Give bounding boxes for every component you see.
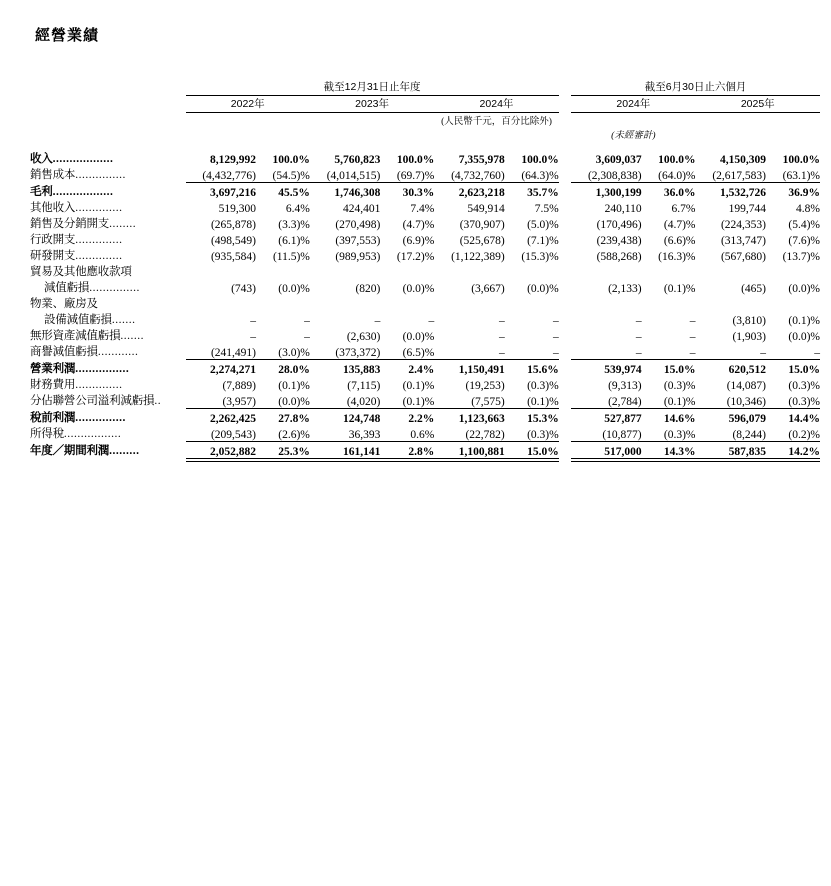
empty-cell: [559, 183, 571, 199]
row-value: (7.6)%: [788, 235, 820, 247]
row-value: (2.6)%: [278, 429, 310, 441]
row-value: (265,878): [210, 219, 256, 231]
row-value: (69.7)%: [396, 170, 435, 182]
row-label: 銷售及分銷開支........: [30, 218, 137, 230]
row-value: 517,000: [604, 446, 642, 458]
row-value: (4.7)%: [663, 219, 696, 231]
table-year-header-row: [30, 96, 820, 111]
row-value: –: [428, 315, 435, 327]
row-value: 1,300,199: [595, 187, 642, 199]
row-value: 100.0%: [658, 154, 696, 166]
row-value: (10,877): [602, 429, 642, 441]
row-value: (209,543): [210, 429, 256, 441]
row-value: 4,150,309: [720, 154, 766, 166]
row-value: (465): [741, 283, 766, 295]
row-value: (588,268): [596, 251, 642, 263]
row-value: (935,584): [210, 251, 256, 263]
empty-cell: [559, 392, 571, 408]
row-value: 2.2%: [408, 413, 435, 425]
empty-cell: [559, 458, 571, 462]
row-value: (0.3)%: [527, 429, 559, 441]
row-value: (6.9)%: [402, 235, 435, 247]
row-value: 519,300: [218, 203, 256, 215]
table-row: [30, 392, 820, 408]
row-value: 1,532,726: [720, 187, 766, 199]
row-value: (16.3)%: [658, 251, 696, 263]
row-value: 6.4%: [285, 203, 310, 215]
table-row: [30, 279, 820, 295]
financial-results-table: [30, 79, 820, 462]
table-row: [30, 183, 820, 199]
row-label: 商譽減值虧損............: [30, 346, 139, 358]
table-row: [30, 442, 820, 458]
empty-cell: [559, 150, 571, 166]
page-title: 經營業績: [35, 27, 100, 44]
double-rule: [696, 458, 820, 462]
empty-cell: [559, 409, 571, 425]
row-value: (3,810): [732, 315, 766, 327]
row-label: 設備減值虧損.......: [44, 314, 136, 326]
row-value: 15.0%: [788, 364, 820, 376]
row-value: –: [689, 347, 696, 359]
double-rule: [310, 458, 434, 462]
row-value: 15.6%: [527, 364, 559, 376]
row-value: 2,262,425: [209, 413, 256, 425]
audit-note-row: [30, 127, 820, 141]
empty-cell: [559, 343, 571, 359]
row-value: (0.1)%: [278, 380, 310, 392]
row-label: 研發開支..............: [30, 250, 123, 262]
row-value: 28.0%: [278, 364, 310, 376]
row-value: (567,680): [720, 251, 766, 263]
row-label: 毛利..................: [30, 186, 114, 198]
year-header-2024-interim: 2024年: [616, 98, 651, 110]
row-value: 549,914: [467, 203, 505, 215]
year-header-2025-interim: 2025年: [740, 98, 775, 110]
table-group-header-row: [30, 79, 820, 94]
row-value: 27.8%: [278, 413, 310, 425]
row-value: (7,115): [347, 380, 381, 392]
row-value: (64.0)%: [658, 170, 696, 182]
row-value: (224,353): [720, 219, 766, 231]
year-header-2023: 2023年: [355, 98, 390, 110]
row-value: 45.5%: [278, 187, 310, 199]
row-value: 135,883: [343, 364, 381, 376]
row-label: 銷售成本...............: [30, 169, 126, 181]
row-value: 1,150,491: [458, 364, 505, 376]
row-value: –: [814, 347, 820, 359]
row-value: (313,747): [720, 235, 766, 247]
row-value: 587,835: [728, 446, 766, 458]
row-label: 財務費用..............: [30, 379, 123, 391]
row-value: (373,372): [335, 347, 381, 359]
row-value: (7,889): [222, 380, 256, 392]
row-value: (2,133): [608, 283, 642, 295]
row-value: (4,020): [346, 396, 381, 408]
row-value: (2,617,583): [712, 170, 766, 182]
currency-unit-note: (人民幣千元，百分比除外): [441, 117, 552, 127]
row-value: (0.3)%: [527, 380, 559, 392]
table-row: [30, 311, 820, 327]
row-value: 100.0%: [272, 154, 310, 166]
row-value: 240,110: [604, 203, 642, 215]
empty-cell: [559, 166, 571, 182]
row-label: 收入..................: [30, 153, 114, 165]
row-value: –: [760, 347, 766, 359]
row-value: (239,438): [596, 235, 642, 247]
row-value: (498,549): [210, 235, 256, 247]
row-value: 36.9%: [788, 187, 820, 199]
row-value: (1,122,389): [451, 251, 505, 263]
row-value: 14.4%: [788, 413, 820, 425]
row-value: (0.3)%: [788, 396, 820, 408]
row-value: 2,274,271: [209, 364, 256, 376]
row-value: (10,346): [726, 396, 766, 408]
row-value: 2,052,882: [209, 446, 256, 458]
row-value: 2,623,218: [458, 187, 505, 199]
row-value: 596,079: [728, 413, 766, 425]
empty-cell: [559, 113, 820, 127]
table-row: [30, 327, 820, 343]
row-value: 36,393: [348, 429, 381, 441]
row-label: 其他收入..............: [30, 202, 123, 214]
empty-cell: [30, 79, 186, 94]
row-value: 15.0%: [663, 364, 696, 376]
row-value: (397,553): [335, 235, 381, 247]
table-row: [30, 215, 820, 231]
empty-cell: [559, 442, 571, 458]
row-value: (7.1)%: [527, 235, 559, 247]
row-value: (2,784): [608, 396, 642, 408]
empty-cell: [30, 96, 186, 111]
row-value: (13.7)%: [782, 251, 820, 263]
empty-cell: [559, 376, 571, 392]
empty-cell: [30, 113, 434, 127]
row-value: 14.3%: [663, 446, 696, 458]
row-value: (7,575): [471, 396, 505, 408]
row-value: (0.0)%: [402, 283, 435, 295]
row-value: –: [635, 315, 642, 327]
double-rule: [186, 458, 310, 462]
row-label: 年度／期間利潤.........: [30, 445, 140, 457]
table-row: [30, 166, 820, 182]
row-label: 無形資產減值虧損.......: [30, 330, 145, 342]
row-value: (525,678): [459, 235, 505, 247]
table-row: [30, 425, 820, 441]
row-value: (3,957): [222, 396, 256, 408]
row-value: (2,630): [346, 331, 381, 343]
row-label: 物業、廠房及: [30, 298, 98, 310]
row-value: (820): [355, 283, 381, 295]
row-value: 8,129,992: [209, 154, 256, 166]
row-value: (0.0)%: [402, 331, 435, 343]
row-value: 6.7%: [671, 203, 696, 215]
row-value: (0.0)%: [527, 283, 559, 295]
row-value: 2.4%: [408, 364, 435, 376]
row-value: 527,877: [604, 413, 642, 425]
row-value: 1,746,308: [334, 187, 381, 199]
row-label: 分佔聯營公司溢利減虧損..: [30, 395, 162, 407]
row-value: (19,253): [465, 380, 505, 392]
row-value: 7.5%: [534, 203, 559, 215]
row-value: (743): [231, 283, 256, 295]
row-value: (270,498): [335, 219, 381, 231]
row-value: (0.1)%: [402, 396, 435, 408]
empty-cell: [186, 263, 821, 279]
empty-cell: [559, 360, 571, 376]
row-value: 199,744: [728, 203, 766, 215]
row-value: (4.7)%: [402, 219, 435, 231]
empty-cell: [559, 247, 571, 263]
empty-cell: [559, 215, 571, 231]
empty-cell: [559, 96, 571, 111]
row-value: –: [689, 315, 696, 327]
row-value: 424,401: [343, 203, 381, 215]
row-value: 4.8%: [796, 203, 820, 215]
row-value: (0.1)%: [402, 380, 435, 392]
row-value: 539,974: [604, 364, 642, 376]
empty-cell: [559, 79, 571, 94]
row-value: (63.1)%: [782, 170, 820, 182]
row-value: (4,432,776): [202, 170, 256, 182]
table-row: [30, 409, 820, 425]
row-value: (0.1)%: [663, 396, 696, 408]
row-value: 7,355,978: [458, 154, 505, 166]
row-value: (0.0)%: [278, 396, 310, 408]
table-row: [30, 263, 820, 279]
row-value: 36.0%: [663, 187, 696, 199]
row-value: –: [499, 331, 505, 343]
year-header-2022: 2022年: [230, 98, 265, 110]
row-value: (3,667): [471, 283, 505, 295]
row-value: –: [552, 347, 559, 359]
row-value: (241,491): [210, 347, 256, 359]
row-value: 7.4%: [410, 203, 435, 215]
row-value: –: [499, 315, 505, 327]
row-value: –: [304, 331, 310, 343]
row-value: (64.3)%: [521, 170, 559, 182]
row-value: –: [635, 347, 642, 359]
table-row: [30, 343, 820, 359]
row-value: 30.3%: [402, 187, 435, 199]
row-value: (1,903): [732, 331, 766, 343]
row-value: (6.5)%: [402, 347, 435, 359]
row-value: (989,953): [335, 251, 381, 263]
empty-cell: [559, 425, 571, 441]
empty-cell: [30, 127, 571, 141]
row-value: (370,907): [459, 219, 505, 231]
row-value: (0.0)%: [278, 283, 310, 295]
table-row: [30, 199, 820, 215]
row-value: (9,313): [608, 380, 642, 392]
row-value: (8,244): [732, 429, 766, 441]
row-value: 35.7%: [527, 187, 559, 199]
row-value: (0.2)%: [788, 429, 820, 441]
row-value: 161,141: [343, 446, 381, 458]
row-value: 14.2%: [788, 446, 820, 458]
unaudited-note: (未經審計): [611, 131, 656, 141]
row-value: (4,014,515): [326, 170, 381, 182]
double-rule: [434, 458, 558, 462]
table-row: [30, 360, 820, 376]
unit-note-row: [30, 113, 820, 127]
empty-cell: [559, 327, 571, 343]
row-value: –: [250, 331, 256, 343]
row-value: –: [552, 331, 559, 343]
double-rule: [571, 458, 695, 462]
table-row: [30, 247, 820, 263]
row-value: (6.1)%: [278, 235, 310, 247]
row-label: 營業利潤................: [30, 363, 130, 375]
row-value: (0.3)%: [788, 380, 820, 392]
row-value: 15.3%: [527, 413, 559, 425]
row-value: 100.0%: [782, 154, 820, 166]
row-value: (0.0)%: [788, 331, 820, 343]
row-value: (0.3)%: [663, 380, 696, 392]
row-value: 124,748: [343, 413, 381, 425]
row-value: –: [374, 315, 381, 327]
row-value: –: [689, 331, 696, 343]
row-value: 3,609,037: [595, 154, 642, 166]
grand-total-rule-row: [30, 458, 820, 462]
row-value: (2,308,838): [587, 170, 642, 182]
row-value: 25.3%: [278, 446, 310, 458]
row-value: (22,782): [465, 429, 505, 441]
row-value: 2.8%: [408, 446, 435, 458]
row-value: 15.0%: [527, 446, 559, 458]
row-value: (0.1)%: [527, 396, 559, 408]
empty-cell: [559, 199, 571, 215]
row-label: 貿易及其他應收款項: [30, 266, 132, 278]
group-header-annual: 截至12月31日止年度: [323, 81, 421, 93]
row-value: –: [304, 315, 310, 327]
row-value: (170,496): [596, 219, 642, 231]
row-value: (0.0)%: [788, 283, 820, 295]
row-value: 0.6%: [410, 429, 435, 441]
row-value: (0.1)%: [788, 315, 820, 327]
row-value: (5.4)%: [788, 219, 820, 231]
row-value: 100.0%: [396, 154, 435, 166]
row-value: (5.0)%: [527, 219, 559, 231]
row-label: 減值虧損...............: [44, 282, 140, 294]
empty-cell: [186, 295, 821, 311]
row-value: 3,697,216: [209, 187, 256, 199]
row-label: 行政開支..............: [30, 234, 123, 246]
table-row: [30, 295, 820, 311]
empty-cell: [559, 311, 571, 327]
row-value: –: [250, 315, 256, 327]
empty-cell: [559, 231, 571, 247]
row-value: 14.6%: [663, 413, 696, 425]
row-value: (3.0)%: [278, 347, 310, 359]
row-value: (15.3)%: [521, 251, 559, 263]
row-value: (54.5)%: [272, 170, 310, 182]
row-value: 620,512: [728, 364, 766, 376]
table-row: [30, 376, 820, 392]
group-header-interim: 截至6月30日止六個月: [644, 81, 747, 93]
row-value: (11.5)%: [272, 251, 310, 263]
row-value: –: [635, 331, 642, 343]
row-label: 所得稅.................: [30, 428, 122, 440]
row-value: (0.3)%: [663, 429, 696, 441]
row-value: –: [552, 315, 559, 327]
row-value: 5,760,823: [334, 154, 381, 166]
row-value: (3.3)%: [278, 219, 310, 231]
row-label: 稅前利潤...............: [30, 412, 126, 424]
row-value: (4,732,760): [451, 170, 505, 182]
table-row: [30, 150, 820, 166]
row-value: 1,100,881: [458, 446, 505, 458]
row-value: (17.2)%: [396, 251, 435, 263]
empty-cell: [30, 458, 186, 462]
table-row: [30, 231, 820, 247]
empty-cell: [696, 127, 820, 141]
row-value: (6.6)%: [663, 235, 696, 247]
row-value: –: [499, 347, 505, 359]
row-value: (0.1)%: [663, 283, 696, 295]
row-value: (14,087): [726, 380, 766, 392]
year-header-2024: 2024年: [479, 98, 514, 110]
spacer-row: [30, 141, 820, 150]
row-value: 100.0%: [521, 154, 559, 166]
empty-cell: [559, 279, 571, 295]
row-value: 1,123,663: [458, 413, 505, 425]
